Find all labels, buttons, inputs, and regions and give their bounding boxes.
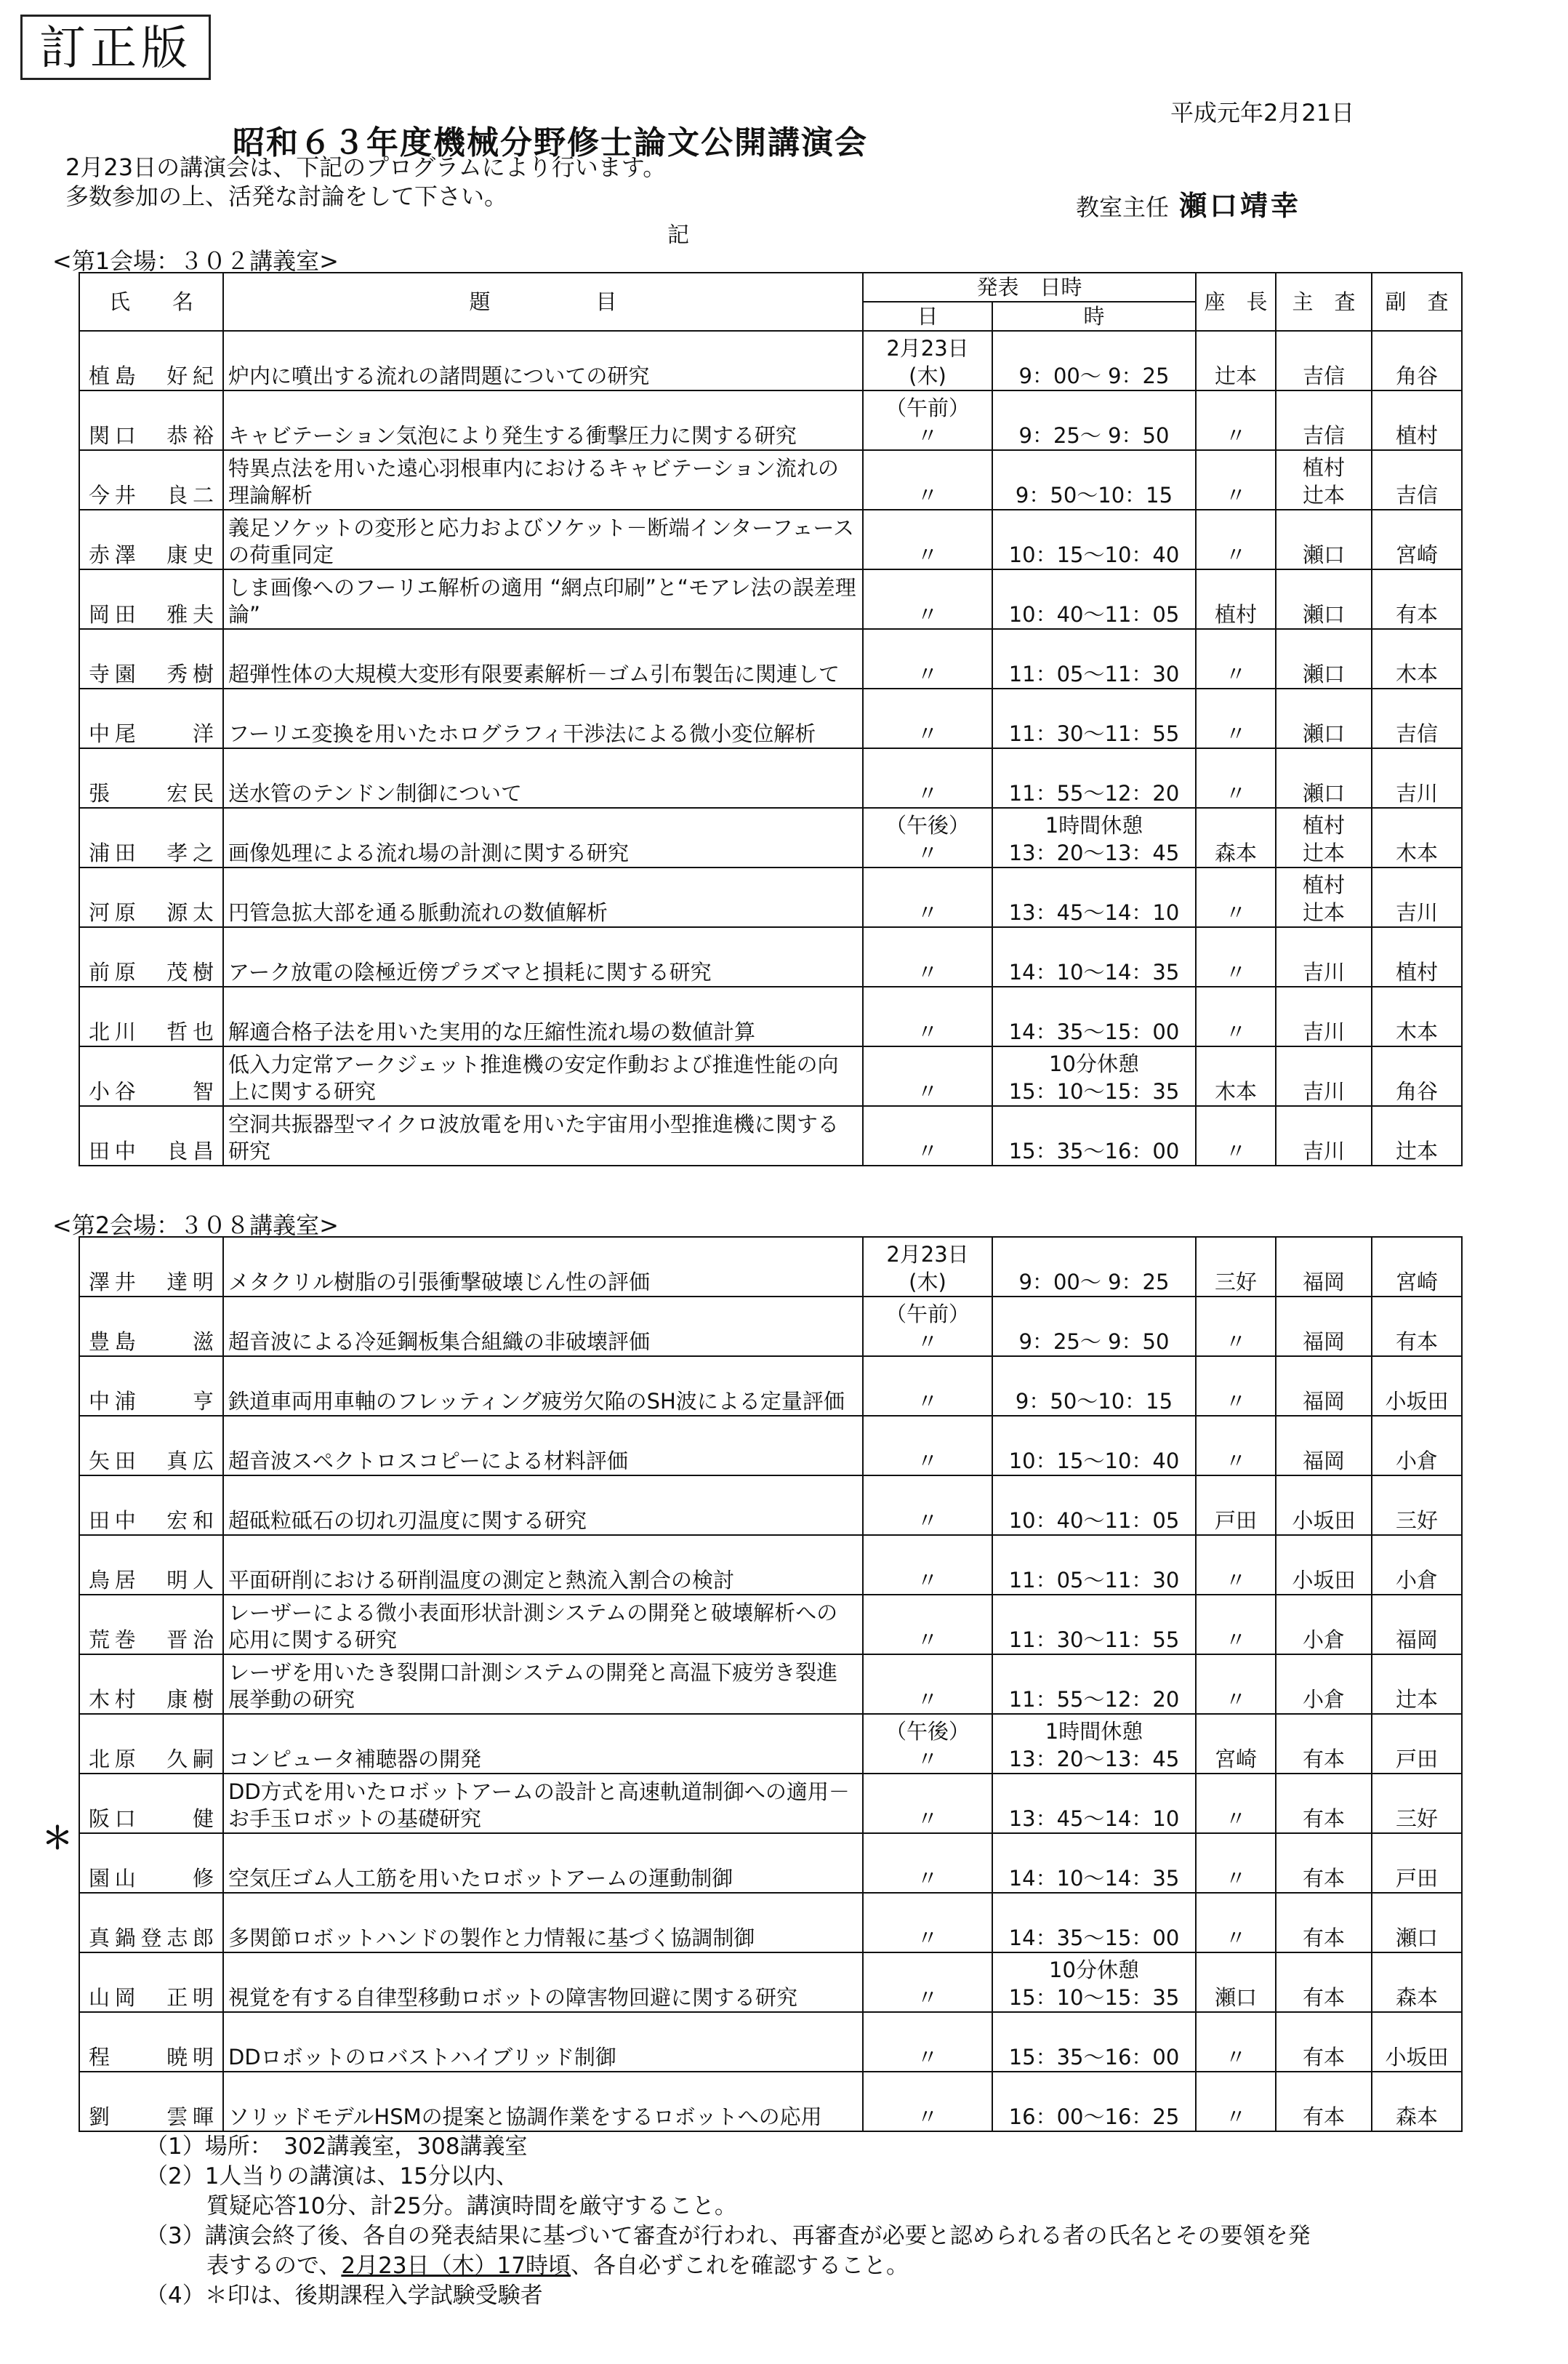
chief-examiner: 有本	[1276, 2072, 1372, 2131]
vice-examiner: 木本	[1372, 808, 1462, 868]
vice-examiner: 植村	[1372, 390, 1462, 450]
thesis-title: 画像処理による流れ場の計測に関する研究	[223, 808, 863, 868]
vice-examiner: 植村	[1372, 927, 1462, 987]
session-chair: 戸田	[1196, 1475, 1276, 1535]
session-day: 〃	[863, 1595, 992, 1654]
session-chair: 〃	[1196, 1106, 1276, 1166]
table-row	[79, 1106, 1462, 1166]
signer-role: 教室主任	[1076, 193, 1170, 221]
note-4: （4）＊印は、後期課程入学試験受験者	[145, 2283, 543, 2309]
session-day: 〃	[863, 2012, 992, 2072]
session-time: 11：30～11：55	[992, 1595, 1196, 1654]
session-chair: 〃	[1196, 1297, 1276, 1356]
table-row	[79, 390, 1462, 450]
session-day: 〃	[863, 629, 992, 689]
session-day: 〃	[863, 987, 992, 1046]
table-row	[79, 689, 1462, 748]
chief-examiner: 吉川	[1276, 1046, 1372, 1106]
session-time: 9：00～ 9：25	[992, 331, 1196, 390]
table-row	[79, 2012, 1462, 2072]
intro-line-2: 多数参加の上、活発な討論をして下さい。	[65, 183, 508, 210]
venue-1-label: <第1会場：３０２講義室>	[52, 247, 339, 275]
thesis-title: DD方式を用いたロボットアームの設計と高速軌道制御への適用－お手玉ロボットの基礎研究	[223, 1774, 863, 1833]
session-chair: 〃	[1196, 1535, 1276, 1595]
session-day: 〃	[863, 748, 992, 808]
session-day: 〃	[863, 868, 992, 927]
header-datetime: 発表 日時	[863, 273, 1196, 302]
presenter-name: 豊島 滋	[79, 1297, 223, 1356]
signer-name: 瀬口靖幸	[1179, 190, 1302, 222]
venue-2-rows	[79, 1237, 1462, 2131]
vice-examiner: 角谷	[1372, 1046, 1462, 1106]
presenter-name: 田中 宏和	[79, 1475, 223, 1535]
presenter-name: 前原 茂樹	[79, 927, 223, 987]
session-chair: 宮崎	[1196, 1714, 1276, 1774]
thesis-title: 炉内に噴出する流れの諸問題についての研究	[223, 331, 863, 390]
vice-examiner: 小坂田	[1372, 2012, 1462, 2072]
header-day: 日	[863, 302, 992, 331]
table-row	[79, 1356, 1462, 1416]
session-time: 10：15～10：40	[992, 510, 1196, 569]
thesis-title: DDロボットのロバストハイブリッド制御	[223, 2012, 863, 2072]
session-chair: 〃	[1196, 987, 1276, 1046]
session-day: 〃	[863, 1654, 992, 1714]
vice-examiner: 宮崎	[1372, 510, 1462, 569]
session-day: （午後） 〃	[863, 1714, 992, 1774]
session-time: 11：55～12：20	[992, 1654, 1196, 1714]
vice-examiner: 福岡	[1372, 1595, 1462, 1654]
thesis-title: 義足ソケットの変形と応力およびソケット－断端インターフェースの荷重同定	[223, 510, 863, 569]
vice-examiner: 木本	[1372, 629, 1462, 689]
issue-date: 平成元年2月21日	[1170, 99, 1355, 127]
session-day: （午前） 〃	[863, 390, 992, 450]
session-time: 10：40～11：05	[992, 569, 1196, 629]
chief-examiner: 植村 辻本	[1276, 808, 1372, 868]
header-vice: 副 査	[1372, 273, 1462, 331]
table-row	[79, 987, 1462, 1046]
vice-examiner: 有本	[1372, 569, 1462, 629]
revised-stamp: 訂正版	[20, 15, 211, 80]
session-chair: 〃	[1196, 1595, 1276, 1654]
venue-2-label: <第2会場：３０８講義室>	[52, 1211, 339, 1239]
session-time: 11：55～12：20	[992, 748, 1196, 808]
vice-examiner: 小倉	[1372, 1535, 1462, 1595]
presenter-name: 鳥居 明人	[79, 1535, 223, 1595]
chief-examiner: 小倉	[1276, 1595, 1372, 1654]
session-chair: 〃	[1196, 689, 1276, 748]
presenter-name: 真鍋登志郎	[79, 1893, 223, 1952]
presenter-name: 木村 康樹	[79, 1654, 223, 1714]
session-chair: 〃	[1196, 927, 1276, 987]
table-row	[79, 331, 1462, 390]
note-1: （1）場所： 302講義室，308講義室	[145, 2133, 528, 2160]
thesis-title: 視覚を有する自律型移動ロボットの障害物回避に関する研究	[223, 1952, 863, 2012]
thesis-title: 解適合格子法を用いた実用的な圧縮性流れ場の数値計算	[223, 987, 863, 1046]
session-chair: 〃	[1196, 1416, 1276, 1475]
session-chair: 三好	[1196, 1237, 1276, 1297]
session-time: 14：10～14：35	[992, 927, 1196, 987]
vice-examiner: 宮崎	[1372, 1237, 1462, 1297]
session-chair: 〃	[1196, 1356, 1276, 1416]
session-day: 〃	[863, 1046, 992, 1106]
presenter-name: 荒巻 晋治	[79, 1595, 223, 1654]
vice-examiner: 吉信	[1372, 450, 1462, 510]
chief-examiner: 吉信	[1276, 331, 1372, 390]
thesis-title: レーザーによる微小表面形状計測システムの開発と破壊解析への応用に関する研究	[223, 1595, 863, 1654]
table-row	[79, 1046, 1462, 1106]
vice-examiner: 小倉	[1372, 1416, 1462, 1475]
session-day: 〃	[863, 569, 992, 629]
session-time: 1時間休憩 13：20～13：45	[992, 808, 1196, 868]
session-chair: 〃	[1196, 2072, 1276, 2131]
table-row	[79, 1595, 1462, 1654]
presenter-name: 張 宏民	[79, 748, 223, 808]
session-day: 〃	[863, 1535, 992, 1595]
thesis-title: ソリッドモデルHSMの提案と協調作業をするロボットへの応用	[223, 2072, 863, 2131]
chief-examiner: 吉川	[1276, 927, 1372, 987]
presenter-name: 北川 哲也	[79, 987, 223, 1046]
presenter-name: 程 暁明	[79, 2012, 223, 2072]
thesis-title: 超音波スペクトロスコピーによる材料評価	[223, 1416, 863, 1475]
thesis-title: 鉄道車両用車軸のフレッティング疲労欠陥のSH波による定量評価	[223, 1356, 863, 1416]
thesis-title: コンピュータ補聴器の開発	[223, 1714, 863, 1774]
session-time: 9：25～ 9：50	[992, 1297, 1196, 1356]
thesis-title: フーリエ変換を用いたホログラフィ干渉法による微小変位解析	[223, 689, 863, 748]
session-chair: 植村	[1196, 569, 1276, 629]
note-2a: （2）1人当りの講演は、15分以内、	[145, 2163, 518, 2189]
session-chair: 〃	[1196, 1893, 1276, 1952]
table-row	[79, 510, 1462, 569]
vice-examiner: 戸田	[1372, 1714, 1462, 1774]
session-chair: 〃	[1196, 1833, 1276, 1893]
session-chair: 木本	[1196, 1046, 1276, 1106]
presenter-name: 劉 雲暉	[79, 2072, 223, 2131]
table-row	[79, 1654, 1462, 1714]
entrance-exam-mark: ＊	[42, 1820, 73, 1856]
presenter-name: 植島 好紀	[79, 331, 223, 390]
table-row	[79, 1833, 1462, 1893]
session-day: 〃	[863, 1833, 992, 1893]
session-day: 2月23日 (木)	[863, 331, 992, 390]
note-3b: 表するので、2月23日（木）17時頃、各自必ずこれを確認すること。	[206, 2253, 909, 2279]
vice-examiner: 辻本	[1372, 1106, 1462, 1166]
session-day: 〃	[863, 689, 992, 748]
vice-examiner: 角谷	[1372, 331, 1462, 390]
chief-examiner: 福岡	[1276, 1237, 1372, 1297]
thesis-title: 空気圧ゴム人工筋を用いたロボットアームの運動制御	[223, 1833, 863, 1893]
presenter-name: 河原 源太	[79, 868, 223, 927]
vice-examiner: 小坂田	[1372, 1356, 1462, 1416]
table-row	[79, 1535, 1462, 1595]
session-time: 11：05～11：30	[992, 1535, 1196, 1595]
venue-1-table	[79, 272, 1463, 1166]
session-time: 10：40～11：05	[992, 1475, 1196, 1535]
presenter-name: 小谷 智	[79, 1046, 223, 1106]
session-time: 10分休憩 15：10～15：35	[992, 1046, 1196, 1106]
session-day: 〃	[863, 2072, 992, 2131]
table-row	[79, 1893, 1462, 1952]
session-chair: 〃	[1196, 390, 1276, 450]
header-time: 時	[992, 302, 1196, 331]
chief-examiner: 瀬口	[1276, 748, 1372, 808]
presenter-name: 田中 良昌	[79, 1106, 223, 1166]
session-day: 〃	[863, 1416, 992, 1475]
session-time: 9：25～ 9：50	[992, 390, 1196, 450]
header-chief: 主 査	[1276, 273, 1372, 331]
session-chair: 〃	[1196, 1654, 1276, 1714]
session-chair: 〃	[1196, 1774, 1276, 1833]
thesis-title: 特異点法を用いた遠心羽根車内におけるキャビテーション流れの理論解析	[223, 450, 863, 510]
table-row	[79, 569, 1462, 629]
session-time: 15：35～16：00	[992, 2012, 1196, 2072]
table-row	[79, 450, 1462, 510]
thesis-title: メタクリル樹脂の引張衝撃破壊じん性の評価	[223, 1237, 863, 1297]
session-chair: 〃	[1196, 2012, 1276, 2072]
presenter-name: 矢田 真広	[79, 1416, 223, 1475]
chief-examiner: 吉信	[1276, 390, 1372, 450]
thesis-title: 円管急拡大部を通る脈動流れの数値解析	[223, 868, 863, 927]
session-chair: 〃	[1196, 450, 1276, 510]
thesis-title: 空洞共振器型マイクロ波放電を用いた宇宙用小型推進機に関する研究	[223, 1106, 863, 1166]
chief-examiner: 有本	[1276, 2012, 1372, 2072]
chief-examiner: 小坂田	[1276, 1475, 1372, 1535]
presenter-name: 寺園 秀樹	[79, 629, 223, 689]
session-day: 〃	[863, 1893, 992, 1952]
table-row	[79, 1774, 1462, 1833]
vice-examiner: 戸田	[1372, 1833, 1462, 1893]
notes	[145, 2132, 1311, 2311]
session-time: 16：00～16：25	[992, 2072, 1196, 2131]
chief-examiner: 瀬口	[1276, 689, 1372, 748]
presenter-name: 岡田 雅夫	[79, 569, 223, 629]
presenter-name: 関口 恭裕	[79, 390, 223, 450]
chief-examiner: 瀬口	[1276, 510, 1372, 569]
chief-examiner: 有本	[1276, 1893, 1372, 1952]
session-day: 〃	[863, 1774, 992, 1833]
table-row	[79, 1952, 1462, 2012]
session-time: 11：05～11：30	[992, 629, 1196, 689]
session-time: 9：00～ 9：25	[992, 1237, 1196, 1297]
vice-examiner: 三好	[1372, 1475, 1462, 1535]
chief-examiner: 有本	[1276, 1952, 1372, 2012]
thesis-title: 低入力定常アークジェット推進機の安定作動および推進性能の向上に関する研究	[223, 1046, 863, 1106]
table-row	[79, 1416, 1462, 1475]
table-row	[79, 2072, 1462, 2131]
session-day: 〃	[863, 1952, 992, 2012]
signer	[1076, 183, 1301, 223]
vice-examiner: 辻本	[1372, 1654, 1462, 1714]
session-time: 14：10～14：35	[992, 1833, 1196, 1893]
venue-2-table	[79, 1236, 1463, 2132]
thesis-title: 多関節ロボットハンドの製作と力情報に基づく協調制御	[223, 1893, 863, 1952]
session-time: 11：30～11：55	[992, 689, 1196, 748]
session-chair: 〃	[1196, 868, 1276, 927]
vice-examiner: 有本	[1372, 1297, 1462, 1356]
session-day: （午前） 〃	[863, 1297, 992, 1356]
vice-examiner: 吉川	[1372, 748, 1462, 808]
deadline-underline: 2月23日（木）17時頃	[341, 2253, 571, 2279]
vice-examiner: 森本	[1372, 1952, 1462, 2012]
chief-examiner: 小坂田	[1276, 1535, 1372, 1595]
session-time: 13：45～14：10	[992, 1774, 1196, 1833]
presenter-name: 赤澤 康史	[79, 510, 223, 569]
presenter-name: 園山 修	[79, 1833, 223, 1893]
chief-examiner: 福岡	[1276, 1416, 1372, 1475]
vice-examiner: 三好	[1372, 1774, 1462, 1833]
session-day: 〃	[863, 927, 992, 987]
session-time: 15：35～16：00	[992, 1106, 1196, 1166]
chief-examiner: 吉川	[1276, 987, 1372, 1046]
session-chair: 森本	[1196, 808, 1276, 868]
chief-examiner: 瀬口	[1276, 569, 1372, 629]
session-day: （午後） 〃	[863, 808, 992, 868]
intro-line-1: 2月23日の講演会は、下記のプログラムにより行います。	[65, 153, 667, 181]
header-name: 氏 名	[79, 273, 223, 331]
table-row	[79, 748, 1462, 808]
presenter-name: 浦田 孝之	[79, 808, 223, 868]
presenter-name: 中浦 亨	[79, 1356, 223, 1416]
presenter-name: 中尾 洋	[79, 689, 223, 748]
note-2b: 質疑応答10分、計25分。講演時間を厳守すること。	[206, 2193, 737, 2219]
page-title: 昭和６３年度機械分野修士論文公開講演会	[233, 124, 868, 161]
session-time: 9：50～10：15	[992, 450, 1196, 510]
session-chair: 〃	[1196, 629, 1276, 689]
thesis-title: レーザを用いたき裂開口計測システムの開発と高温下疲労き裂進展挙動の研究	[223, 1654, 863, 1714]
session-time: 14：35～15：00	[992, 987, 1196, 1046]
thesis-title: 超弾性体の大規模大変形有限要素解析－ゴム引布製缶に関連して	[223, 629, 863, 689]
table-row	[79, 1714, 1462, 1774]
vice-examiner: 吉信	[1372, 689, 1462, 748]
table-row	[79, 629, 1462, 689]
thesis-title: キャビテーション気泡により発生する衝撃圧力に関する研究	[223, 390, 863, 450]
chief-examiner: 植村 辻本	[1276, 450, 1372, 510]
session-day: 〃	[863, 1356, 992, 1416]
vice-examiner: 森本	[1372, 2072, 1462, 2131]
session-chair: 〃	[1196, 748, 1276, 808]
table-row	[79, 808, 1462, 868]
session-day: 2月23日 (木)	[863, 1237, 992, 1297]
header-title: 題 目	[223, 273, 863, 331]
note-3a: （3）講演会終了後、各自の発表結果に基づいて審査が行われ、再審査が必要と認められる者の氏名とその要領を発	[145, 2223, 1311, 2249]
table-row	[79, 1475, 1462, 1535]
session-day: 〃	[863, 450, 992, 510]
session-day: 〃	[863, 1475, 992, 1535]
table-row	[79, 1297, 1462, 1356]
presenter-name: 澤井 達明	[79, 1237, 223, 1297]
chief-examiner: 瀬口	[1276, 629, 1372, 689]
chief-examiner: 有本	[1276, 1833, 1372, 1893]
presenter-name: 阪口 健	[79, 1774, 223, 1833]
thesis-title: 超音波による冷延鋼板集合組織の非破壊評価	[223, 1297, 863, 1356]
chief-examiner: 福岡	[1276, 1356, 1372, 1416]
thesis-title: 送水管のテンドン制御について	[223, 748, 863, 808]
vice-examiner: 木本	[1372, 987, 1462, 1046]
session-time: 13：45～14：10	[992, 868, 1196, 927]
chief-examiner: 有本	[1276, 1714, 1372, 1774]
vice-examiner: 瀬口	[1372, 1893, 1462, 1952]
table-row	[79, 868, 1462, 927]
thesis-title: 平面研削における研削温度の測定と熱流入割合の検討	[223, 1535, 863, 1595]
venue-1-rows	[79, 331, 1462, 1166]
ki-mark: 記	[667, 223, 689, 248]
table-row	[79, 927, 1462, 987]
chief-examiner: 小倉	[1276, 1654, 1372, 1714]
chief-examiner: 福岡	[1276, 1297, 1372, 1356]
session-day: 〃	[863, 1106, 992, 1166]
table-row	[79, 1237, 1462, 1297]
session-day: 〃	[863, 510, 992, 569]
session-time: 10分休憩 15：10～15：35	[992, 1952, 1196, 2012]
session-time: 1時間休憩 13：20～13：45	[992, 1714, 1196, 1774]
thesis-title: 超砥粒砥石の切れ刃温度に関する研究	[223, 1475, 863, 1535]
presenter-name: 北原 久嗣	[79, 1714, 223, 1774]
header-chair: 座 長	[1196, 273, 1276, 331]
thesis-title: しま画像へのフーリエ解析の適用 “網点印刷”と“モアレ法の誤差理論”	[223, 569, 863, 629]
vice-examiner: 吉川	[1372, 868, 1462, 927]
thesis-title: アーク放電の陰極近傍プラズマと損耗に関する研究	[223, 927, 863, 987]
chief-examiner: 吉川	[1276, 1106, 1372, 1166]
chief-examiner: 有本	[1276, 1774, 1372, 1833]
presenter-name: 今井 良二	[79, 450, 223, 510]
chief-examiner: 植村 辻本	[1276, 868, 1372, 927]
presenter-name: 山岡 正明	[79, 1952, 223, 2012]
session-chair: 瀬口	[1196, 1952, 1276, 2012]
session-time: 9：50～10：15	[992, 1356, 1196, 1416]
session-chair: 辻本	[1196, 331, 1276, 390]
session-chair: 〃	[1196, 510, 1276, 569]
session-time: 10：15～10：40	[992, 1416, 1196, 1475]
session-time: 14：35～15：00	[992, 1893, 1196, 1952]
